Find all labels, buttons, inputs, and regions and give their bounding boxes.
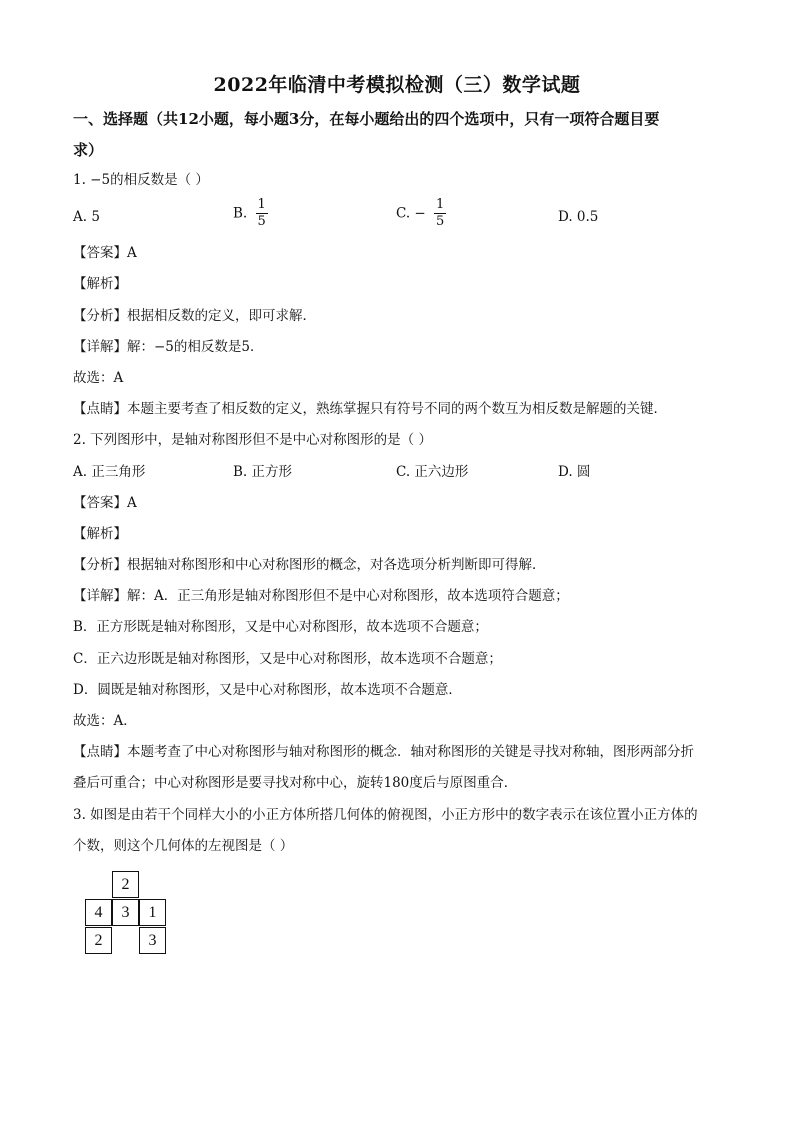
q3-stem-1: 3. 如图是由若干个同样大小的小正方体所搭几何体的俯视图，小正方形中的数字表示在该位置小正方体的 (73, 807, 698, 823)
grid-cell-bottom-left: 2 (85, 927, 112, 954)
q1-option-b-denominator: 5 (257, 214, 266, 229)
q1-option-c-denominator: 5 (436, 214, 445, 229)
q1-option-b-label: B. (233, 205, 248, 222)
q1-answer: 【答案】A (73, 245, 137, 261)
q2-analysis-label: 【解析】 (73, 526, 127, 542)
q1-dianjing: 【点睛】本题主要考查了相反数的定义，熟练掌握只有符号不同的两个数互为相反数是解题的关键． (73, 401, 667, 417)
q1-xiangjie: 【详解】解：−5的相反数是5． (73, 339, 264, 355)
q1-option-c-fraction (434, 197, 446, 230)
q1-stem: 1. −5的相反数是（ ） (73, 172, 209, 188)
q2-dianjing-2: 叠后可重合；中心对称图形是要寻找对称中心，旋转180度后与原图重合． (73, 775, 518, 791)
q1-analysis-label: 【解析】 (73, 276, 127, 292)
q2-option-a: A. 正三角形 (73, 464, 146, 480)
q2-option-c: C. 正六边形 (396, 464, 469, 480)
grid-cell-middle-center: 3 (112, 899, 139, 926)
q1-option-b-numerator: 1 (257, 197, 266, 212)
q2-answer: 【答案】A (73, 495, 137, 511)
page-title: 2022年临清中考模拟检测（三）数学试题 (213, 74, 581, 96)
section-heading-line1: 一、选择题（共12小题，每小题3分，在每小题给出的四个选项中，只有一项符合题目要 (73, 110, 660, 128)
q2-guxuan: 故选：A． (73, 713, 137, 729)
q2-option-b: B. 正方形 (233, 464, 293, 480)
q3-stem-2: 个数，则这个几何体的左视图是（ ） (73, 838, 294, 854)
q2-stem: 2. 下列图形中，是轴对称图形但不是中心对称图形的是（ ） (73, 432, 432, 448)
q2-fenxi: 【分析】根据轴对称图形和中心对称图形的概念，对各选项分析判断即可得解． (73, 557, 546, 573)
grid-cell-bottom-right: 3 (139, 927, 166, 954)
section-heading-line2: 求） (73, 141, 104, 159)
q1-option-d: D. 0.5 (558, 209, 599, 225)
q2-line-b: B．正方形既是轴对称图形，又是中心对称图形，故本选项不合题意； (73, 619, 488, 635)
q1-option-c-numerator: 1 (436, 197, 445, 212)
q2-line-c: C．正六边形既是轴对称图形，又是中心对称图形，故本选项不合题意； (73, 651, 502, 667)
q1-option-c-label: C. − (396, 205, 426, 222)
q1-option-b-fraction (256, 197, 268, 230)
q2-xiangjie: 【详解】解：A．正三角形是轴对称图形但不是中心对称图形，故本选项符合题意； (73, 588, 569, 604)
q1-option-a: A. 5 (73, 209, 100, 225)
grid-cell-middle-left: 4 (85, 899, 112, 926)
grid-cell-middle-right: 1 (139, 899, 166, 926)
q2-dianjing-1: 【点睛】本题考查了中心对称图形与轴对称图形的概念．轴对称图形的关键是寻找对称轴，图形两部分折 (73, 744, 694, 760)
q1-option-b (233, 197, 268, 230)
q2-option-d: D. 圆 (558, 464, 591, 480)
q1-fenxi: 【分析】根据相反数的定义，即可求解． (73, 308, 316, 324)
q2-line-d: D．圆既是轴对称图形，又是中心对称图形，故本选项不合题意． (73, 682, 462, 698)
q1-option-c (396, 197, 446, 230)
q1-guxuan: 故选：A (73, 370, 124, 386)
grid-cell-top-middle: 2 (112, 871, 139, 898)
